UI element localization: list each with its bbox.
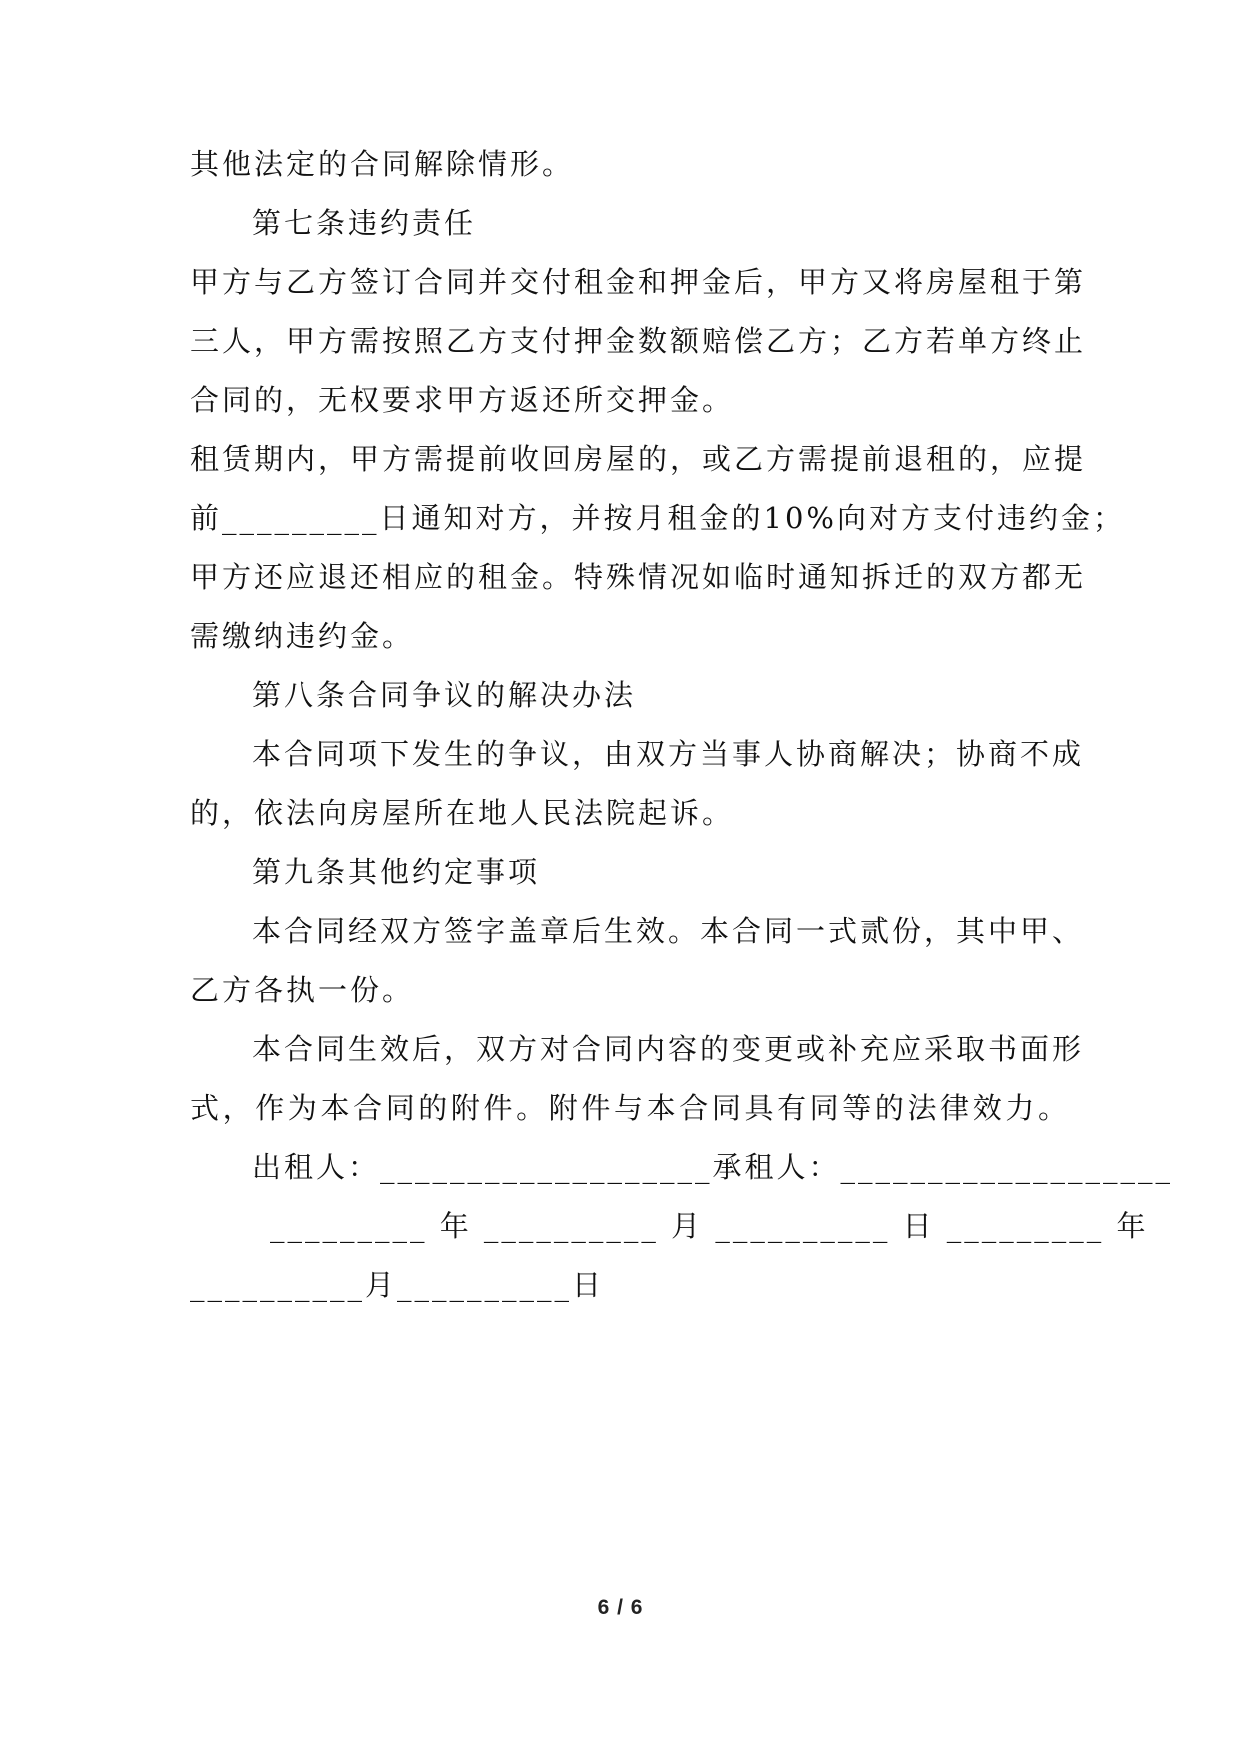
text-line: 本合同经双方签字盖章后生效。本合同一式贰份，其中甲、	[252, 914, 1085, 948]
page-number: 6 / 6	[597, 1596, 644, 1619]
signature-line: 出租人：___________________承租人：___________________	[252, 1150, 1174, 1184]
text-line: 式，作为本合同的附件。附件与本合同具有同等的法律效力。	[190, 1091, 1070, 1125]
text-line: 乙方各执一份。	[190, 973, 415, 1007]
text-line: 租赁期内，甲方需提前收回房屋的，或乙方需提前退租的，应提	[190, 442, 1087, 476]
section-heading-8: 第八条合同争议的解决办法	[252, 678, 637, 712]
section-heading-9: 第九条其他约定事项	[252, 855, 541, 889]
text-line: 甲方与乙方签订合同并交付租金和押金后，甲方又将房屋租于第	[190, 265, 1087, 299]
text-line: 的，依法向房屋所在地人民法院起诉。	[190, 796, 735, 830]
date-line: _________ 年 __________ 月 __________ 日 _________ 年	[270, 1209, 1149, 1243]
text-line: 合同的，无权要求甲方返还所交押金。	[190, 383, 735, 417]
text-line: 需缴纳违约金。	[190, 619, 415, 653]
text-line: 其他法定的合同解除情形。	[190, 147, 575, 181]
text-line: 三人，甲方需按照乙方支付押金数额赔偿乙方；乙方若单方终止	[190, 324, 1087, 358]
text-line: 前_________日通知对方，并按月租金的10%向对方支付违约金；	[190, 501, 1125, 535]
text-line: 本合同项下发生的争议，由双方当事人协商解决；协商不成	[252, 737, 1085, 771]
text-line: 本合同生效后，双方对合同内容的变更或补充应采取书面形	[252, 1032, 1085, 1066]
date-line: __________月__________日	[190, 1268, 605, 1302]
section-heading-7: 第七条违约责任	[252, 206, 477, 240]
text-line: 甲方还应退还相应的租金。特殊情况如临时通知拆迁的双方都无	[190, 560, 1087, 594]
